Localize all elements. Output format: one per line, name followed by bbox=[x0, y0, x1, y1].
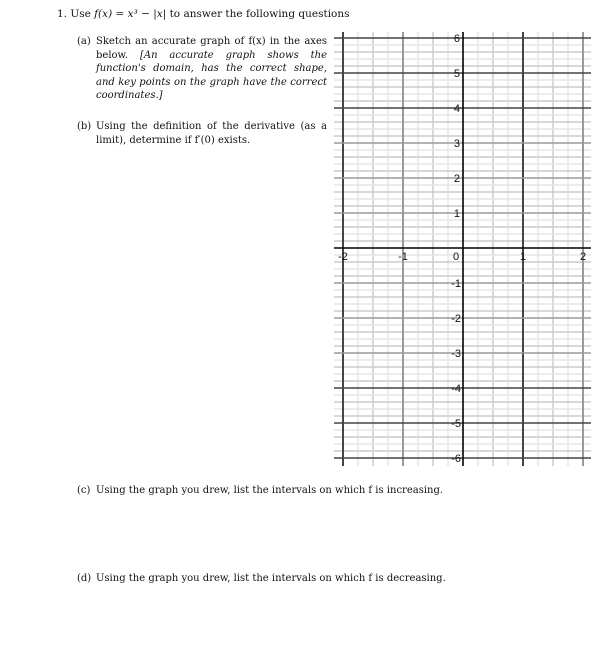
part-a-text: Sketch an accurate graph of f(x) in the axes below. bbox=[96, 36, 327, 61]
y-tick-label: 6 bbox=[453, 33, 460, 45]
x-tick-label: -1 bbox=[398, 251, 408, 263]
y-tick-label: -3 bbox=[451, 348, 461, 360]
y-tick-label: -6 bbox=[451, 453, 461, 465]
part-d-label: (d) bbox=[77, 573, 92, 584]
x-tick-label: 1 bbox=[519, 251, 527, 263]
part-b-text: Using the definition of the derivative (as a limit), determine if f′(0) exists. bbox=[96, 121, 327, 146]
part-c-label: (c) bbox=[77, 485, 91, 496]
part-c bbox=[77, 484, 457, 498]
grid-lines bbox=[334, 32, 591, 466]
y-tick-label: 1 bbox=[453, 208, 460, 220]
y-tick-label: -4 bbox=[451, 383, 461, 395]
y-tick-label: 3 bbox=[453, 138, 460, 150]
y-tick-label: -1 bbox=[451, 278, 461, 290]
tick-labels bbox=[338, 33, 586, 465]
question-intro-prefix: Use bbox=[70, 8, 95, 20]
part-c-text: Using the graph you drew, list the intervals on which f is increasing. bbox=[96, 485, 444, 496]
x-tick-label: 0 bbox=[452, 251, 460, 263]
y-tick-label: -5 bbox=[451, 418, 461, 430]
part-b-label: (b) bbox=[77, 121, 92, 132]
part-a-label: (a) bbox=[77, 36, 91, 47]
question-intro-suffix: to answer the following questions bbox=[166, 8, 350, 20]
part-a-note: [An accurate graph shows the function's domain, has the correct shape, and key points on the graph have the correct coordinates.] bbox=[96, 49, 327, 101]
part-d-text: Using the graph you drew, list the intervals on which f is decreasing. bbox=[96, 573, 446, 584]
part-d bbox=[77, 572, 457, 586]
question-number: 1. bbox=[57, 8, 68, 20]
y-tick-label: -2 bbox=[451, 313, 461, 325]
y-tick-label: 4 bbox=[453, 103, 460, 115]
function-expression: f(x) = x³ − |x| bbox=[94, 8, 167, 20]
x-tick-label: -2 bbox=[338, 251, 348, 263]
y-tick-label: 2 bbox=[453, 173, 460, 185]
y-tick-label: 5 bbox=[453, 68, 460, 80]
x-tick-label: 2 bbox=[579, 251, 587, 263]
